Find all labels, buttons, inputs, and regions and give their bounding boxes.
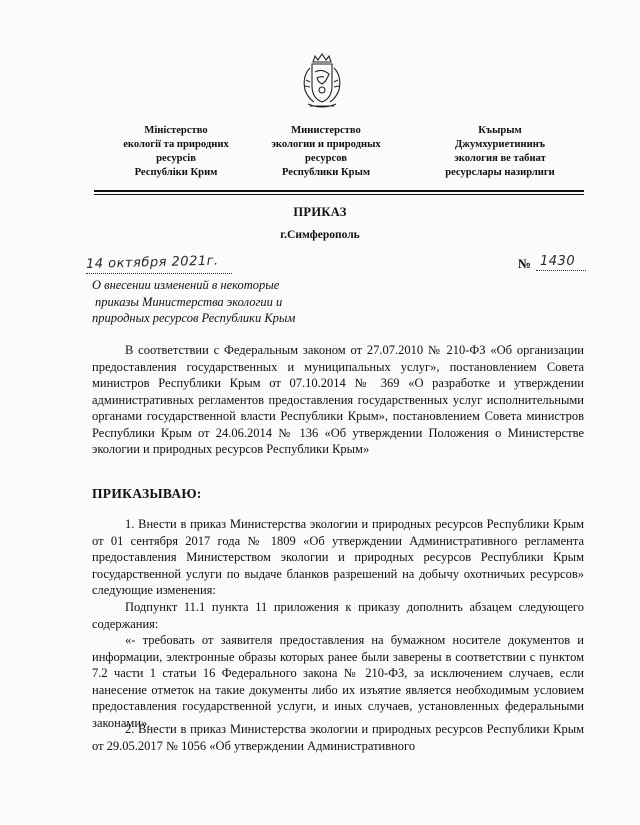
org-name-crimean-tatar <box>425 124 575 180</box>
org-ru-line: Министерство <box>291 125 361 136</box>
item-2-paragraph: 2. Внести в приказ Министерства экологии и природных ресурсов Республики Крым от 29.05.2017 № 1056 «Об утверждении Административного <box>92 722 584 753</box>
item-1-subparagraph: Подпункт 11.1 пункта 11 приложения к приказу дополнить абзацем следующего содержания: <box>92 600 584 631</box>
subject-line: приказы Министерства экологии и <box>95 294 283 309</box>
document-date-handwritten: 14 октября 2021г. <box>85 253 219 272</box>
subject-line: природных ресурсов Республики Крым <box>92 311 296 325</box>
document-city: г.Симферополь <box>280 229 360 241</box>
date-underline <box>86 273 232 274</box>
org-name-ukrainian <box>112 124 240 180</box>
document-number-handwritten: 1430 <box>540 254 576 269</box>
org-ru-line: ресурсов <box>305 153 347 164</box>
org-ua-line: Республіки Крим <box>134 167 218 178</box>
document-title: ПРИКАЗ <box>293 205 347 219</box>
org-ct-line: ресурслары назирлиги <box>445 167 555 178</box>
subject-line: О внесении изменений в некоторые <box>92 278 280 292</box>
preamble-paragraph: В соответствии с Федеральным законом от 27.07.2010 № 210-ФЗ «Об организации предоставления государственных и муниципальных услуг», постановлением Совета министров Республики Крым от 07.10.2014 № 369 «О разработке и утверждении административных регламентов предоставления государственных услуг исполнительными органами государственной власти Республики Крым», постановлением Совета министров Республики Крым от 24.06.2014 № 136 «Об утверждении Положения о Министерстве экологии и природных ресурсов Республики Крым» <box>92 343 584 456</box>
item-1-paragraph: 1. Внести в приказ Министерства экологии и природных ресурсов Республики Крым от 01 сентября 2017 года № 1809 «Об утверждении Административного регламента предоставления Министерством экологии и природных ресурсов Республики Крым государственной услуги по выдаче бланков разрешений на добычу охотничьих ресурсов» следующие изменения: <box>92 517 584 597</box>
number-underline <box>536 270 586 271</box>
header-divider <box>94 190 584 192</box>
org-ct-line: Джумхуриетининъ <box>454 139 546 150</box>
org-name-russian <box>262 124 390 180</box>
org-ru-line: экологии и природных <box>271 139 381 150</box>
item-1-quote: «- требовать от заявителя предоставления на бумажном носителе документов и информации, электронные образы которых ранее были заверены в соответствии с пунктом 7.2 части 1 статьи 16 Федерального закона № 210-ФЗ, за исключением случаев, если нанесение отметок на такие документы либо их изъятие является необходимым условием предоставления государственной услуги, и иных случаев, установленных федеральными законами». <box>92 633 584 730</box>
org-ua-line: Міністерство <box>144 125 208 136</box>
coat-of-arms-icon <box>300 52 344 110</box>
document-subject <box>92 277 342 327</box>
org-ua-line: ресурсів <box>156 153 196 164</box>
document-number-label: № <box>518 256 532 271</box>
org-ua-line: екології та природних <box>123 139 229 150</box>
org-ru-line: Республики Крым <box>281 167 371 178</box>
org-ct-line: экология ве табиат <box>454 153 546 164</box>
order-heading: ПРИКАЗЫВАЮ: <box>92 486 202 501</box>
org-ct-line: Къырым <box>478 125 522 136</box>
header-divider-thin <box>94 194 584 195</box>
